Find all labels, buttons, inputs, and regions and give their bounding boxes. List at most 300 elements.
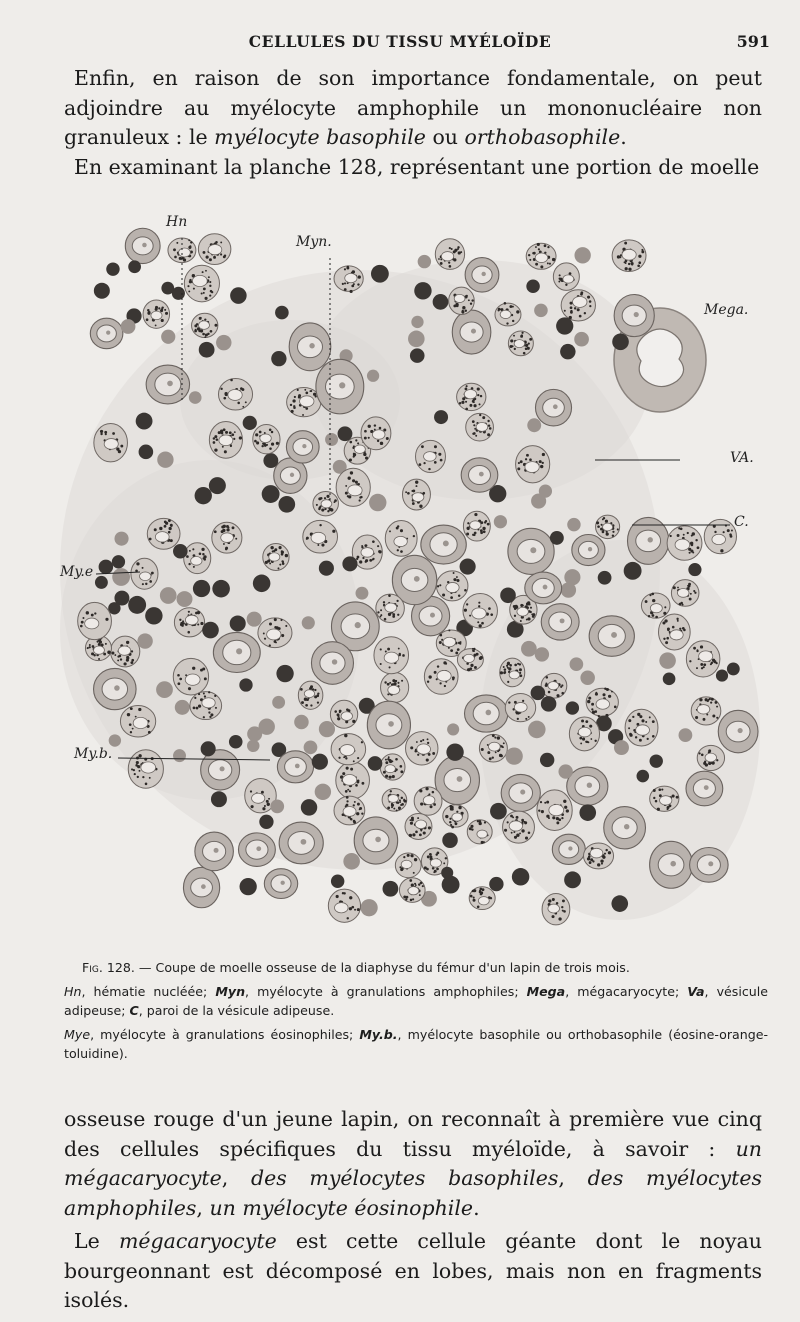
granule: [508, 701, 510, 703]
granule: [393, 682, 396, 685]
term-myelocytes-amphophiles: des myélocytes amphophiles: [64, 1166, 763, 1220]
granule: [628, 268, 631, 271]
granule: [192, 667, 195, 670]
granule: [120, 445, 123, 448]
granule: [434, 671, 437, 674]
granule: [570, 311, 573, 314]
granule: [566, 809, 569, 812]
granule: [482, 416, 485, 419]
granule: [466, 603, 468, 605]
granule: [612, 535, 614, 537]
granule: [401, 797, 403, 799]
granule: [458, 594, 460, 596]
nucleated-red-cell: [414, 282, 431, 299]
nucleated-red-cell: [199, 342, 215, 358]
caption-desc: , hématie nucléée;: [81, 983, 216, 999]
granule: [368, 437, 370, 439]
nucleated-red-cell: [325, 433, 338, 446]
granule: [528, 716, 530, 718]
granule: [401, 803, 404, 806]
granule: [445, 857, 447, 859]
granule: [214, 530, 217, 533]
nucleated-red-cell: [418, 255, 431, 268]
text-segment: est cette cellule géante dont le noyau bourgeonnant est décomposé en lobes, mais non en fragments isolés.: [64, 1229, 762, 1312]
granule: [281, 560, 283, 562]
granule: [461, 812, 463, 814]
granule: [677, 620, 679, 622]
granule: [487, 420, 489, 422]
nucleated-red-cell: [272, 696, 285, 709]
granule: [625, 262, 627, 264]
granule: [537, 243, 540, 246]
granule: [696, 667, 698, 669]
granule: [528, 254, 530, 256]
granule: [520, 460, 523, 463]
granule: [466, 532, 469, 535]
granule: [389, 682, 391, 684]
granule: [203, 292, 205, 294]
text-segment: ,: [558, 1166, 588, 1190]
granule: [274, 618, 277, 621]
granule: [361, 545, 363, 547]
caption-desc: , vésicule adipeuse;: [64, 983, 768, 1018]
granule: [512, 320, 514, 322]
granule: [426, 868, 429, 871]
cell-nucleus: [675, 539, 690, 550]
nucleolus: [295, 764, 300, 769]
granule: [170, 539, 173, 542]
granule: [697, 546, 700, 549]
granule: [462, 306, 465, 309]
granule: [346, 800, 348, 802]
caption-fig-number: Fig. 128.: [82, 960, 135, 975]
cell-nucleus: [179, 248, 191, 257]
cell-nucleus: [509, 671, 520, 679]
granule: [369, 559, 372, 562]
cell-nucleus: [372, 430, 385, 440]
nucleated-red-cell: [259, 815, 273, 829]
granule: [155, 308, 158, 311]
granule: [380, 616, 382, 618]
granule: [205, 270, 207, 272]
nucleated-red-cell: [189, 391, 202, 404]
granule: [120, 658, 122, 660]
granule: [420, 740, 422, 742]
granule: [347, 917, 349, 919]
granule: [94, 612, 96, 614]
granule: [399, 801, 401, 803]
granule: [529, 259, 531, 261]
granule: [412, 898, 414, 900]
granule: [350, 768, 353, 771]
cell-nucleus: [622, 249, 636, 260]
cell-nucleus: [151, 311, 162, 319]
granule: [189, 279, 191, 281]
granule: [186, 555, 189, 558]
granule: [386, 437, 389, 440]
granule: [432, 791, 434, 793]
granule: [214, 695, 216, 697]
granule: [137, 776, 139, 778]
granule: [316, 504, 318, 506]
granule: [456, 811, 458, 813]
granule: [305, 407, 308, 410]
granule: [548, 691, 551, 694]
granule: [473, 401, 475, 403]
granule: [216, 438, 219, 441]
granule: [472, 890, 475, 893]
granule: [730, 535, 733, 538]
granule: [188, 611, 190, 613]
cell-nucleus: [514, 340, 525, 348]
granule: [512, 306, 514, 308]
granule: [440, 459, 443, 462]
nucleated-red-cell: [271, 351, 286, 366]
nucleated-red-cell: [663, 672, 676, 685]
nucleated-red-cell: [145, 607, 162, 624]
granule: [129, 723, 132, 726]
granule: [552, 898, 555, 901]
cell-nucleus: [341, 712, 352, 721]
nucleated-red-cell: [195, 487, 212, 504]
granule: [472, 420, 475, 423]
granule: [397, 614, 399, 616]
nucleated-red-cell: [156, 681, 173, 698]
cell-nucleus: [699, 651, 713, 662]
cell-nucleus: [260, 434, 271, 443]
granule: [345, 757, 347, 759]
granule: [676, 796, 679, 799]
granule: [225, 431, 228, 434]
granule: [345, 492, 348, 495]
granule: [188, 239, 190, 241]
granule: [410, 899, 413, 902]
nucleated-red-cell: [319, 721, 335, 737]
granule: [651, 593, 654, 596]
granule: [357, 757, 359, 759]
granule: [704, 760, 706, 762]
cell-nucleus: [423, 796, 435, 805]
granule: [475, 435, 477, 437]
granule: [546, 815, 549, 818]
granule: [427, 738, 429, 740]
granule: [142, 567, 144, 569]
granule: [419, 505, 422, 508]
granule: [479, 822, 482, 825]
granule: [477, 820, 479, 822]
granule: [526, 454, 529, 457]
granule: [673, 586, 676, 589]
granule: [398, 808, 400, 810]
granule: [687, 532, 689, 534]
cell-nucleus: [525, 462, 539, 473]
granule: [415, 481, 418, 484]
granule: [261, 791, 264, 794]
granule: [591, 703, 594, 706]
nucleolus: [670, 861, 676, 867]
nucleated-red-cell: [109, 734, 121, 746]
granule: [503, 671, 506, 674]
nucleated-red-cell: [566, 701, 579, 714]
granule: [98, 658, 100, 660]
granule: [605, 520, 608, 523]
granule: [173, 248, 176, 251]
granule: [563, 910, 566, 913]
nucleolus: [355, 622, 361, 628]
granule: [546, 676, 549, 679]
nucleated-red-cell: [433, 294, 449, 310]
granule: [515, 606, 518, 609]
cell-nucleus: [385, 765, 395, 773]
nucleated-red-cell: [521, 641, 537, 657]
granule: [488, 607, 491, 610]
granule: [397, 682, 399, 684]
cell-nucleus: [563, 275, 574, 283]
granule: [317, 692, 319, 694]
cell-nucleus: [488, 742, 500, 751]
granule: [348, 476, 351, 479]
granule: [541, 810, 544, 813]
granule: [332, 530, 335, 533]
granule: [359, 560, 362, 563]
granule: [715, 662, 717, 664]
nucleated-red-cell: [209, 477, 226, 494]
granule: [209, 258, 212, 261]
granule: [293, 406, 296, 409]
nucleated-red-cell: [212, 580, 230, 598]
nucleated-red-cell: [229, 735, 243, 749]
granule: [262, 807, 265, 810]
granule: [91, 614, 94, 617]
nucleated-red-cell: [540, 753, 554, 767]
granule: [508, 667, 511, 670]
granule: [231, 433, 234, 436]
text-segment: ,: [196, 1195, 210, 1220]
granule: [214, 448, 217, 451]
nucleolus: [471, 329, 476, 334]
caption-desc: , paroi de la vésicule adipeuse.: [138, 1003, 335, 1018]
granule: [208, 691, 210, 693]
granule: [149, 777, 151, 779]
granule: [420, 882, 423, 885]
granule: [404, 896, 406, 898]
granule: [100, 433, 102, 435]
granule: [532, 613, 535, 616]
granule: [558, 917, 561, 920]
granule: [400, 550, 403, 553]
granule: [350, 471, 353, 474]
nucleated-red-cell: [160, 587, 177, 604]
granule: [700, 663, 703, 666]
nucleolus: [414, 576, 420, 582]
nucleolus: [481, 272, 485, 276]
nucleated-red-cell: [550, 531, 564, 545]
granule: [346, 767, 349, 770]
granule: [516, 310, 519, 313]
nucleolus: [290, 473, 294, 477]
granule: [429, 853, 432, 856]
granule: [100, 430, 103, 433]
granule: [389, 666, 391, 668]
granule: [198, 704, 201, 707]
granule: [689, 552, 691, 554]
granule: [294, 396, 296, 398]
granule: [181, 624, 184, 627]
granule: [479, 624, 482, 627]
granule: [300, 688, 303, 691]
granule: [649, 594, 651, 596]
granule: [487, 751, 490, 754]
granule: [471, 299, 473, 301]
cell-nucleus: [517, 607, 528, 616]
granule: [345, 485, 347, 487]
granule: [305, 392, 308, 395]
granule: [155, 325, 157, 327]
nucleated-red-cell: [506, 747, 523, 764]
granule: [645, 721, 647, 723]
granule: [653, 789, 656, 792]
granule: [290, 404, 292, 406]
granule: [205, 333, 208, 336]
granule: [469, 615, 471, 617]
caption-legend-line-2: [64, 1025, 768, 1064]
granule: [208, 276, 210, 278]
granule: [179, 619, 181, 621]
nucleated-red-cell: [659, 652, 676, 669]
granule: [716, 759, 718, 761]
granule: [380, 609, 382, 611]
granule: [570, 306, 573, 309]
granule: [474, 428, 476, 430]
granule: [444, 685, 446, 687]
granule: [298, 394, 301, 397]
nucleated-red-cell: [528, 721, 546, 739]
granule: [453, 572, 455, 574]
granule: [348, 495, 351, 498]
paragraph-le-megacaryocyte: [64, 1227, 762, 1316]
granule: [422, 492, 425, 495]
nucleolus: [588, 547, 592, 551]
granule: [400, 529, 403, 532]
granule: [561, 817, 563, 819]
cell-nucleus: [141, 762, 156, 773]
granule: [503, 666, 505, 668]
nucleated-red-cell: [612, 333, 629, 350]
granule: [530, 611, 532, 613]
granule: [689, 660, 691, 662]
granule: [193, 707, 196, 710]
cell-nucleus: [384, 652, 399, 663]
granule: [349, 790, 351, 792]
granule: [206, 256, 209, 259]
nucleated-red-cell: [411, 316, 423, 328]
term-myelocytes-basophiles: des myélocytes basophiles: [250, 1166, 559, 1190]
granule: [584, 312, 586, 314]
granule: [170, 524, 173, 527]
granule: [522, 700, 524, 702]
granule: [194, 697, 196, 699]
cell-nucleus: [548, 682, 559, 690]
granule: [700, 645, 703, 648]
granule: [470, 825, 473, 828]
granule: [450, 824, 452, 826]
granule: [281, 551, 284, 554]
granule: [204, 695, 206, 697]
granule: [358, 275, 361, 278]
granule: [691, 535, 693, 537]
granule: [439, 584, 441, 586]
nucleated-red-cell: [598, 571, 612, 585]
nucleated-red-cell: [343, 853, 360, 870]
granule: [164, 521, 167, 524]
granule: [425, 787, 428, 790]
granule: [661, 789, 663, 791]
text-segment: Enfin, en raison de son importance fondamentale, on peut adjoindre au myélocyte amphophile un mononucléaire non granuleux : le: [64, 66, 762, 149]
granule: [349, 896, 352, 899]
granule: [697, 649, 699, 651]
granule: [448, 629, 450, 631]
granule: [628, 719, 631, 722]
label-va: VA.: [730, 450, 754, 466]
granule: [89, 644, 91, 646]
granule: [168, 519, 171, 522]
granule: [473, 899, 476, 902]
granule: [87, 647, 89, 649]
granule: [590, 738, 592, 740]
granule: [624, 242, 627, 245]
nucleated-red-cell: [240, 878, 257, 895]
granule: [330, 508, 333, 511]
granule: [699, 752, 701, 754]
granule: [548, 899, 551, 902]
cell-nucleus: [509, 821, 522, 831]
granule: [368, 425, 371, 428]
granule: [574, 307, 576, 309]
granule: [205, 297, 208, 300]
nucleated-red-cell: [490, 803, 507, 820]
granule: [346, 267, 349, 270]
granule: [92, 645, 95, 648]
granule: [458, 806, 461, 809]
granule: [372, 558, 374, 560]
granule: [261, 445, 263, 447]
granule: [589, 725, 592, 728]
granule: [136, 562, 139, 565]
granule: [434, 461, 437, 464]
granule: [611, 691, 613, 693]
nucleated-red-cell: [489, 877, 503, 891]
granule: [407, 492, 410, 495]
cell-nucleus: [549, 804, 564, 815]
cell-nucleus: [472, 608, 486, 619]
granule: [220, 253, 222, 255]
nucleated-red-cell: [177, 591, 193, 607]
granule: [430, 805, 433, 808]
granule: [388, 594, 391, 597]
nucleated-red-cell: [716, 670, 728, 682]
granule: [449, 265, 452, 268]
nucleated-red-cell: [312, 754, 328, 770]
granule: [396, 600, 398, 602]
granule: [344, 288, 347, 291]
nucleated-red-cell: [112, 555, 125, 568]
cell-nucleus: [185, 674, 200, 685]
granule: [470, 664, 473, 667]
granule: [209, 294, 211, 296]
granule: [111, 651, 114, 654]
granule: [648, 615, 650, 617]
nucleolus: [339, 382, 345, 388]
